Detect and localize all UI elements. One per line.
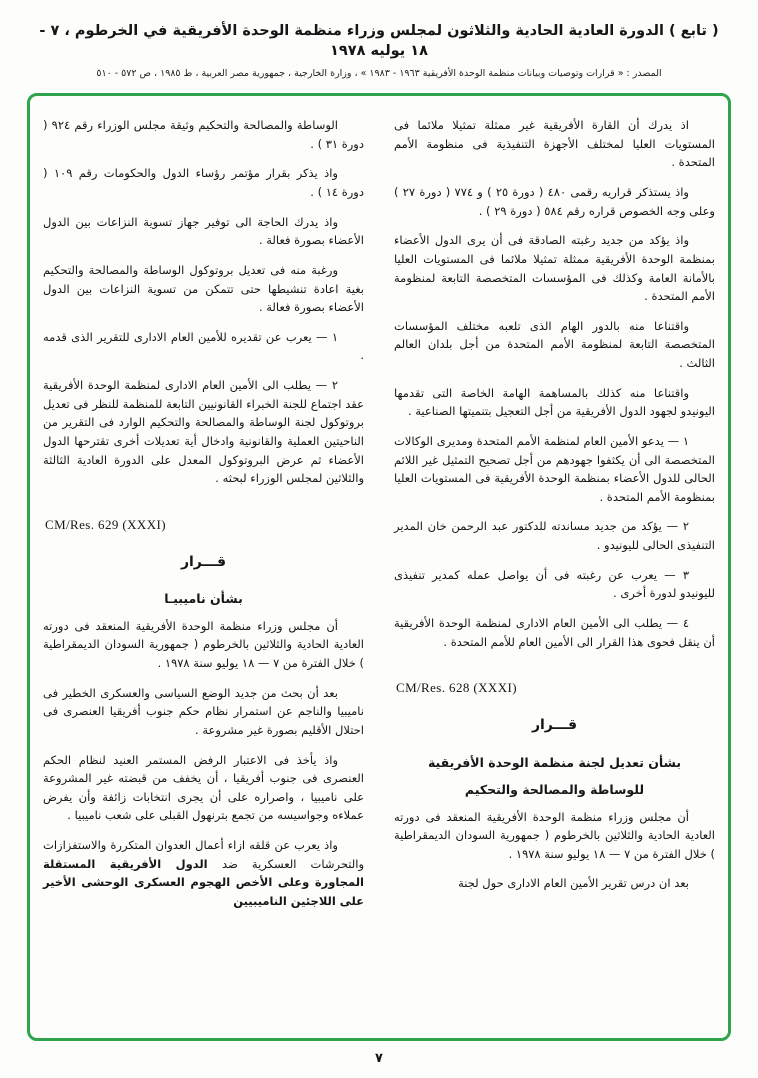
- content-border-box: [27, 93, 731, 1041]
- paragraph-text: واذ يذكر بقرار مؤتمر رؤساء الدول والحكومات رقم ١٠٩ ( دورة ١٤ ) .: [43, 166, 364, 199]
- resolution-subject: [43, 589, 364, 608]
- paragraph-text: قـــرار: [180, 553, 227, 570]
- paragraph-text: بعد ان درس تقرير الأمين العام الادارى حول لجنة: [458, 876, 689, 891]
- paragraph-text: واذ يأخذ فى الاعتبار الرفض المستمر العنيد لنظام الحكم العنصرى فى جنوب أفريقيا ، أن يخفف من قبضته غير المشروعة على ناميبيا ، واصراره على أن يجرى انتخابات زائفة وأن يفرض عملاءه وجواسيسه من تجمع بترنهول القبلى على شعب ناميبيا .: [43, 752, 364, 823]
- document-title: ( تابع ) الدورة العادية الحادية والثلاثون لمجلس وزراء منظمة الوحدة الأفريقية في الخرطوم ، ٧ - ١٨ يوليه ١٩٧٨: [39, 23, 719, 59]
- paragraph: [43, 751, 364, 826]
- resolution-number: [396, 677, 713, 698]
- text-columns: [43, 116, 715, 1030]
- paragraph: [43, 376, 364, 488]
- paragraph: [43, 328, 364, 365]
- page-number: ٧: [375, 1051, 383, 1066]
- paragraph-text: ورغبة منه فى تعديل بروتوكول الوساطة والمصالحة والتحكيم بغية اعادة تنشيطها حتى تتمكن من تسوية النزاعات بين الدول الأعضاء بصورة فعالة .: [43, 262, 364, 315]
- paragraph: [43, 213, 364, 250]
- source-citation: المصدر : « قرارات وتوصيات وبيانات منظمة الوحدة الأفريقية ١٩٦٣ - ١٩٨٣ » ، وزارة الخارجية ، جمهورية مصر العربية ، ط ١٩٨٥ ، ص ٥٧٢ - ٥١٠: [96, 68, 662, 80]
- paragraph: [43, 684, 364, 740]
- page-header: [0, 0, 758, 79]
- resolution-subject: [394, 753, 715, 772]
- paragraph-text: للوساطة والمصالحة والتحكيم: [464, 782, 645, 798]
- paragraph-text: ١ — يعرب عن تقديره للأمين العام الادارى للتقرير الذى قدمه .: [43, 329, 364, 363]
- resolution-subject: [394, 780, 715, 799]
- paragraph-text: قـــرار: [531, 717, 578, 734]
- paragraph: [394, 517, 715, 554]
- paragraph-text: أن مجلس وزراء منظمة الوحدة الأفريقية المنعقد فى دورته العادية الحادية والثلاثين بالخرطوم ( جمهورية السودان الديمقراطية ) خلال الفترة من ٧ — ١٨ يوليو سنة ١٩٧٨ .: [394, 809, 715, 861]
- paragraph-text: الوساطة والمصالحة والتحكيم وثيقة مجلس الوزراء رقم ٩٢٤ ( دورة ٣١ ) .: [43, 118, 364, 151]
- column-right: [394, 116, 715, 1030]
- paragraph-text: CM/Res. 629 (XXXI): [45, 516, 166, 532]
- paragraph: [394, 874, 715, 893]
- paragraph: [394, 231, 715, 306]
- bold-emphasis-text: الدول الأفريقية المستقلة المجاورة وعلى الأخص الهجوم العسكرى الوحشى الأخير على اللاجئين الناميبيين: [43, 856, 364, 908]
- paragraph-text: أن مجلس وزراء منظمة الوحدة الأفريقية المنعقد فى دورته العادية الحادية والثلاثين بالخرطوم ( جمهورية السودان الديمقراطية ) خلال الفترة من ٧ — ١٨ يوليو سنة ١٩٧٨ .: [43, 618, 364, 671]
- paragraph-text: ٢ — يطلب الى الأمين العام الادارى لمنظمة الوحدة الأفريقية عقد اجتماع للجنة الخبراء القانونيين التابعة للمنظمة للنظر فى تعديل بروتوكول لجنة الوساطة والمصالحة والتحكيم الوارد فى التقرير من الناحيتين العملية والقانونية وادخال أية تعديلات أخرى تقترحها الدول الأعضاء ثم عرض البروتوكول المعدل على الدورة العادية الثالثة والثلاثين لمجلس الوزراء لبحثه .: [43, 378, 364, 486]
- paragraph-text: ٣ — يعرب عن رغبته فى أن يواصل عمله كمدير تنفيذى لليونيدو لدورة أخرى .: [394, 567, 715, 601]
- resolution-number: [45, 514, 362, 535]
- paragraph-text: اذ يدرك أن القارة الأفريقية غير ممثلة تمثيلا ملائما فى المستويات العليا لمختلف الأجهزة التنفيذية فى منظومة الأمم المتحدة .: [394, 118, 715, 170]
- paragraph-text: ٢ — يؤكد من جديد مساندته للدكتور عبد الرحمن خان المدير التنفيذى الحالى لليونيدو .: [394, 519, 715, 552]
- paragraph: [394, 384, 715, 421]
- paragraph-text: ١ — يدعو الأمين العام لمنظمة الأمم المتحدة ومديرى الوكالات المتخصصة الى أن يكثفوا جهودهم من أجل تصحيح التمثيل غير اللائم الحالى للدول الأعضاء بمنظمة الوحدة الأفريقية فى المستويات العليا بمنظومة الأمم المتحدة .: [394, 433, 715, 504]
- paragraph: [43, 164, 364, 201]
- paragraph: [43, 261, 364, 317]
- paragraph: [394, 432, 715, 507]
- paragraph-text: واذ يدرك الحاجة الى توفير جهاز تسوية النزاعات بين الدول الأعضاء بصورة فعالة .: [43, 214, 364, 248]
- paragraph: [43, 836, 364, 911]
- resolution-heading: [43, 551, 364, 574]
- paragraph: [394, 566, 715, 603]
- paragraph: [394, 614, 715, 651]
- paragraph-text: بشأن تعديل لجنة منظمة الوحدة الأفريقية: [427, 754, 682, 770]
- paragraph: [394, 808, 715, 864]
- paragraph: [394, 183, 715, 220]
- resolution-heading: [394, 714, 715, 737]
- paragraph-text: واقتناعا منه كذلك بالمساهمة الهامة الخاصة التى تقدمها اليونيدو لجهود الدول الأفريقية من أجل التعجيل بتنميتها الصناعية .: [394, 385, 715, 419]
- paragraph-text: CM/Res. 628 (XXXI): [396, 680, 517, 696]
- paragraph: [394, 116, 715, 172]
- paragraph-text: ٤ — يطلب الى الأمين العام الادارى لمنظمة الوحدة الأفريقية أن ينقل فحوى هذا القرار الى الأمين العام للأمم المتحدة .: [394, 615, 715, 649]
- paragraph-text: واقتناعا منه بالدور الهام الذى تلعبه مختلف المؤسسات المتخصصة التابعة لمنظومة الأمم المتحدة من أجل بلدان العالم الثالث .: [394, 318, 715, 370]
- paragraph-text: بشأن ناميبيـا: [164, 591, 243, 607]
- paragraph-text: واذ يستذكر قراريه رقمى ٤٨٠ ( دورة ٢٥ ) و ٧٧٤ ( دورة ٢٧ ) وعلى وجه الخصوص قراره رقم ٥٨٤ ( دورة ٢٩ ) .: [394, 185, 715, 218]
- paragraph-text: واذ يؤكد من جديد رغبته الصادقة فى أن يرى الدول الأعضاء بمنظمة الوحدة الأفريقية ممثلة تمثيلا ملائما فى المستويات العليا بالأمانة العامة وكذلك فى المؤسسات المتخصصة التابعة لمنظومة الأمم المتحدة .: [394, 233, 715, 304]
- paragraph-text: واذ يعرب عن قلقه ازاء أعمال العدوان المتكررة والاستفزازات والتحرشات العسكرية ضد: [43, 838, 365, 871]
- paragraph: [43, 617, 364, 673]
- paragraph: [43, 116, 364, 153]
- paragraph: [394, 317, 715, 373]
- paragraph-text: بعد أن بحث من جديد الوضع السياسى والعسكرى الخطير فى ناميبيا والناجم عن استمرار نظام حكم جنوب أفريقيا العنصرى فى احتلال الأقليم بصورة غير مشروعة .: [43, 685, 364, 737]
- column-left: [43, 116, 364, 1030]
